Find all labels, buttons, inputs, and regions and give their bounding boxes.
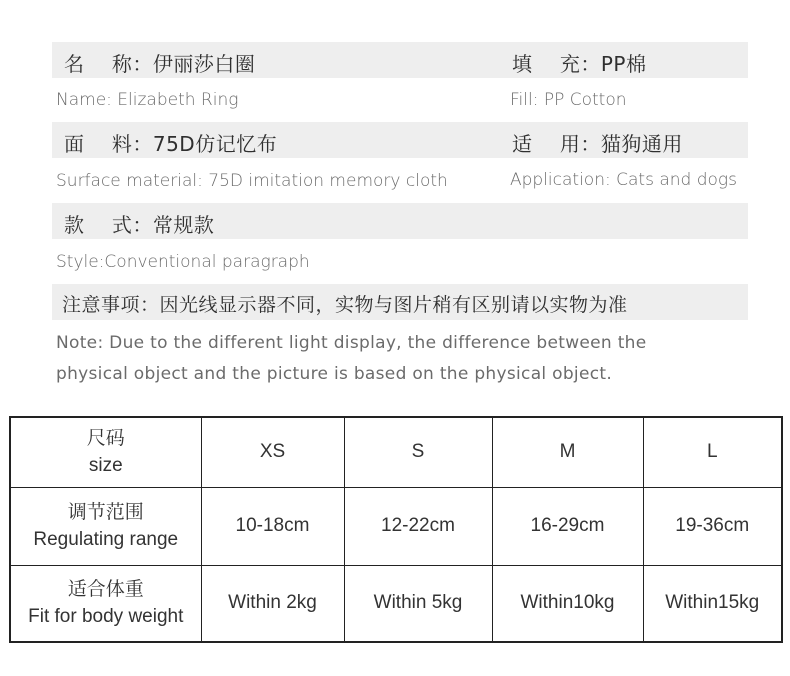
- style-en: Style:Conventional paragraph: [56, 252, 310, 272]
- weight-m: Within10kg: [492, 565, 643, 642]
- name-en: Name: Elizabeth Ring: [56, 90, 239, 110]
- weight-label-cn: 适合体重: [67, 579, 144, 601]
- style-cn: 款 式：常规款: [64, 213, 215, 237]
- size-label-cell: [10, 417, 201, 487]
- fill-en: Fill: PP Cotton: [510, 90, 627, 110]
- table-header-row: [10, 417, 782, 487]
- material-en: Surface material: 75D imitation memory cloth: [56, 171, 448, 191]
- table-row: [10, 487, 782, 565]
- table-row: [10, 565, 782, 642]
- weight-s: Within 5kg: [344, 565, 492, 642]
- range-m: 16-29cm: [492, 487, 643, 565]
- weight-label-cell: [10, 565, 201, 642]
- size-xs: XS: [201, 417, 344, 487]
- weight-xs: Within 2kg: [201, 565, 344, 642]
- range-xs: 10-18cm: [201, 487, 344, 565]
- range-s: 12-22cm: [344, 487, 492, 565]
- size-table: [9, 416, 783, 643]
- size-m: M: [492, 417, 643, 487]
- size-label-cn: 尺码: [86, 428, 125, 450]
- range-l: 19-36cm: [643, 487, 782, 565]
- size-s: S: [344, 417, 492, 487]
- fill-cn: 填 充：PP棉: [512, 52, 647, 76]
- name-cn: 名 称：伊丽莎白圈: [64, 52, 256, 76]
- weight-l: Within15kg: [643, 565, 782, 642]
- size-label-en: size: [88, 455, 123, 477]
- application-en: Application: Cats and dogs: [510, 170, 737, 190]
- range-label-cell: [10, 487, 201, 565]
- note-en-line1: Note: Due to the different light display, the difference between the: [56, 333, 647, 353]
- note-en-line2: physical object and the picture is based on the physical object.: [56, 364, 613, 384]
- size-l: L: [643, 417, 782, 487]
- range-label-cn: 调节范围: [67, 502, 144, 523]
- application-cn: 适 用：猫狗通用: [512, 132, 683, 156]
- note-en: [56, 328, 756, 390]
- note-cn: 注意事项：因光线显示器不同，实物与图片稍有区别请以实物为准: [62, 294, 628, 316]
- material-cn: 面 料：75D仿记忆布: [64, 132, 278, 156]
- range-label-en: Regulating range: [33, 529, 179, 550]
- weight-label-en: Fit for body weight: [28, 606, 184, 628]
